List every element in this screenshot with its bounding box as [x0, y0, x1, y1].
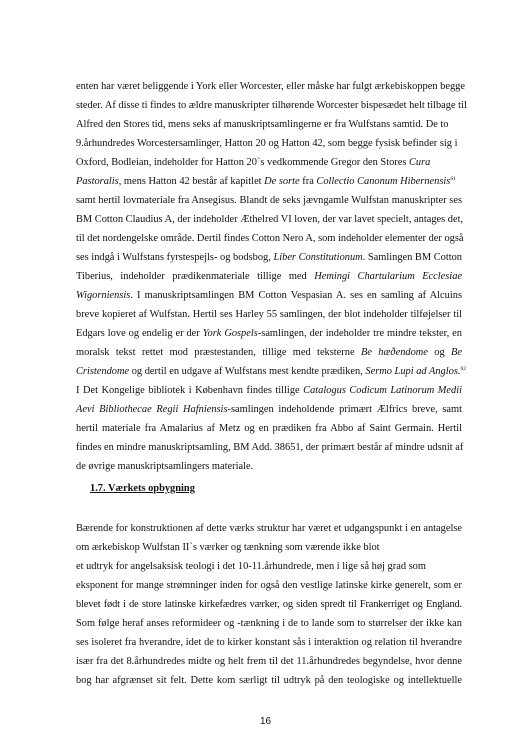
text-line: ses isoleret fra hverandre, idet de to kirker konstant sås i interaktion og relation til hverandre — [76, 637, 462, 648]
text-line: findes en mindre manuskriptsamling, BM Add. 38651, der primært består af mindre udsnit af — [76, 442, 464, 453]
text-run: Edgars love og endelig er der — [76, 328, 203, 339]
text-run: . Samlingen BM Cotton — [362, 252, 463, 263]
footnote-marker[interactable]: 61 — [450, 176, 456, 182]
text-run: -samlingen, der indeholder tre mindre tekster, en — [257, 328, 462, 339]
text-run: moralsk tekst rettet mod præstestanden, tillige med teksterne — [76, 347, 361, 358]
text-line — [76, 286, 462, 305]
text-line — [76, 400, 462, 419]
text-line — [76, 362, 466, 381]
text-line: om ærkebiskop Wulfstan II`s værker og tænkning som værende ikke blot — [76, 542, 380, 553]
text-line: et udtryk for angelsaksisk teologi i det 10-11.århundrede, men i lige så høj grad som — [76, 561, 426, 572]
text-run: fra — [299, 176, 317, 187]
italic-title: Be hæðendome — [360, 347, 428, 358]
text-line: Som følge heraf anses reformideer og -tænkning i de to lande som to størrelser der ikke kan — [76, 618, 462, 629]
text-run: Oxford, Bodleian, indeholder for Hatton 20`s vedkommende Gregor den Stores — [76, 157, 409, 168]
italic-title: Catalogus Codicum Latinorum Medii — [303, 385, 463, 396]
italic-title: Sermo Lupi ad Anglos. — [365, 366, 461, 377]
text-line — [76, 324, 462, 343]
text-run: ses indgå i Wulfstans fyrstespejls- og bodsbog, — [76, 252, 274, 263]
italic-title: Hemingi Chartularium Ecclesiae — [314, 271, 462, 282]
italic-title: Pastoralis — [76, 176, 119, 187]
text-line: enten har været beliggende i York eller Worcester, eller måske har fulgt ærkebiskoppen begge — [76, 81, 465, 92]
text-line: BM Cotton Claudius A, der indeholder Æthelred VI loven, der var lavet specielt, antages det, — [76, 214, 464, 225]
text-run: -samlingen indeholdende primært Ælfrics breve, samt — [227, 404, 463, 415]
text-line: 9.århundredes Worcestersamlinger, Hatton 20 og Hatton 42, som begge fysisk befinder sig i — [76, 138, 458, 149]
italic-title: Aevi Bibliothecae Regii Hafniensis — [76, 404, 228, 415]
italic-title: Cristendome — [76, 366, 130, 377]
text-run: og dertil en udgave af Wulfstans mest kendte prædiken, — [129, 366, 366, 377]
text-line: Alfred den Stores tid, mens seks af manuskriptsamlingerne er fra Wulfstans samtid. De to — [76, 119, 449, 130]
body-paragraph-structure — [76, 519, 462, 690]
text-line — [76, 248, 462, 267]
text-line — [76, 267, 462, 286]
text-line: hertil materiale fra Amalarius af Metz og en prædiken fra Abbo af Saint Germain. Hertil — [76, 423, 462, 434]
footnote-marker[interactable]: 62 — [460, 366, 466, 372]
text-line — [76, 343, 462, 362]
page-number: 16 — [259, 716, 272, 727]
italic-title: Liber Constitutionum — [273, 252, 363, 263]
text-line: steder. Af disse ti findes to ældre manuskripter tilhørende Worcester bispesædet helt tilbage til — [76, 100, 467, 111]
text-run: , mens Hatton 42 består af kapitlet — [118, 176, 265, 187]
italic-title: Cura — [409, 157, 431, 168]
text-line — [76, 172, 462, 191]
italic-title: York Gospels — [202, 328, 258, 339]
text-line: til det nordengelske område. Dertil findes Cotton Nero A, som indeholder elementer der også — [76, 233, 464, 244]
text-line: samt hertil lovmateriale fra Ansegisus. Blandt de seks jævngamle Wulfstan manuskripter ses — [76, 195, 462, 206]
italic-title: Collectio Canonum Hibernensis — [316, 176, 451, 187]
text-line: de øvrige manuskriptsamlingers materiale. — [76, 461, 254, 472]
section-heading: 1.7. Værkets opbygning — [90, 483, 195, 494]
text-line: breve kopieret af Wulfstan. Hertil ses Harley 55 samlingen, der blot indeholder tilføjelser til — [76, 309, 462, 320]
text-run: og — [427, 347, 452, 358]
italic-title: Be — [451, 347, 462, 358]
text-run: Tiberius, indeholder prædikenmateriale tillige med — [76, 271, 315, 282]
italic-title: De sorte — [264, 176, 300, 187]
text-line: især fra det 8.århundredes midte og helt frem til det 11.århundredes begyndelse, hvor denne — [76, 656, 462, 667]
text-line: blevet født i de store latinske kirkefædres værker, og siden spredt til Frankerriget og England. — [76, 599, 462, 610]
text-line: Bærende for konstruktionen af dette værks struktur har været et udgangspunkt i en antagelse — [76, 523, 462, 534]
text-run: I Det Kongelige bibliotek i København findes tillige — [76, 385, 304, 396]
text-line: eksponent for mange strømninger inden for også den vestlige latinske kirke generelt, som er — [76, 580, 462, 591]
text-line: bog har afgrænset sit felt. Dette kom særligt til udtryk på den teologiske og intellektuelle — [76, 675, 462, 686]
text-line — [76, 153, 462, 172]
text-line — [76, 381, 462, 400]
italic-title: Wigorniensis — [76, 290, 131, 301]
body-paragraph-manuscripts — [76, 77, 467, 476]
text-run: . I manuskriptsamlingen BM Cotton Vespasian A. ses en samling af Alcuins — [130, 290, 462, 301]
